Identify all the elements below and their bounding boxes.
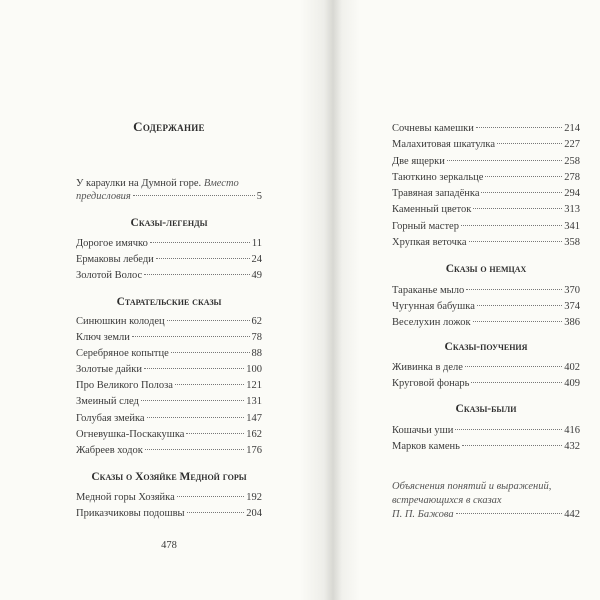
entry-title: П. П. Бажова	[392, 509, 454, 520]
toc-entry[interactable]	[76, 236, 262, 252]
leader-dots	[144, 274, 249, 275]
entry-page: 386	[564, 317, 580, 328]
toc-entry[interactable]	[76, 443, 262, 459]
leader-dots	[171, 352, 250, 353]
entry-title: Золотой Волос	[76, 270, 143, 281]
section-entries	[76, 490, 262, 522]
entry-page: 131	[246, 396, 262, 408]
section-heading: Сказы-поучения	[444, 341, 528, 353]
toc-entry[interactable]	[392, 154, 580, 170]
entry-page: 62	[251, 316, 262, 327]
toc-entry[interactable]	[76, 394, 262, 410]
section-heading: Сказы-были	[455, 403, 517, 415]
leader-dots	[132, 336, 250, 337]
toc-entry[interactable]	[76, 314, 262, 330]
toc-entry[interactable]	[392, 315, 580, 331]
leader-dots	[177, 496, 244, 497]
entry-title: Ермаковы лебеди	[76, 254, 154, 265]
entry-title: Хрупкая веточка	[392, 237, 467, 249]
entry-title: Веселухин ложок	[392, 317, 471, 328]
entry-page: 49	[251, 270, 262, 281]
toc-entry[interactable]	[76, 362, 262, 378]
entry-page: 24	[251, 254, 262, 265]
entry-page: 341	[564, 220, 580, 232]
entry-page: 204	[246, 508, 262, 519]
entry-title: предисловия	[76, 191, 131, 202]
toc-entry[interactable]	[392, 170, 580, 186]
entry-title: Ключ земли	[76, 332, 130, 344]
entry-page: 402	[564, 362, 580, 373]
leader-dots	[175, 384, 244, 385]
entry-page: 162	[246, 428, 262, 440]
entry-title: Сочневы камешки	[392, 123, 474, 134]
toc-entry[interactable]	[76, 330, 262, 346]
section-heading: Сказы о немцах	[445, 263, 527, 275]
intro-entry-line1	[76, 177, 239, 191]
entry-page: 227	[564, 139, 580, 151]
leader-dots	[145, 449, 244, 450]
entry-title: Змеиный след	[76, 396, 139, 408]
entry-page: 258	[564, 155, 580, 167]
entry-title: Золотые дайки	[76, 364, 142, 376]
entry-page: 409	[564, 378, 580, 389]
leader-dots	[465, 366, 562, 367]
toc-entry[interactable]	[76, 506, 262, 522]
toc-entry[interactable]	[392, 423, 580, 439]
toc-entry[interactable]	[392, 202, 580, 218]
leader-dots	[147, 417, 245, 418]
leader-dots	[485, 176, 562, 177]
leader-dots	[473, 321, 563, 322]
entry-page: 147	[246, 412, 262, 424]
entry-page: 214	[564, 123, 580, 134]
page-number: 478	[161, 540, 177, 551]
leader-dots	[469, 241, 563, 242]
leader-dots	[461, 225, 562, 226]
entry-page: 358	[564, 237, 580, 249]
entry-page: 313	[564, 204, 580, 216]
entry-title: Чугунная бабушка	[392, 301, 475, 312]
contents-title: Содержание	[133, 119, 205, 134]
toc-entry[interactable]	[392, 121, 580, 137]
leader-dots	[187, 512, 245, 513]
leader-dots	[150, 242, 250, 243]
entry-page: 121	[246, 380, 262, 392]
entry-page: 78	[251, 332, 262, 344]
section-entries	[392, 423, 580, 455]
toc-entry[interactable]	[392, 219, 580, 235]
toc-entry[interactable]	[76, 268, 262, 284]
section-entries	[392, 121, 580, 251]
entry-title: Медной горы Хозяйка	[76, 492, 175, 503]
entry-title: Две ящерки	[392, 155, 445, 167]
toc-entry[interactable]	[76, 427, 262, 443]
toc-entry[interactable]	[76, 490, 262, 506]
appendix-line2: встречающихся в сказах	[392, 495, 502, 506]
entry-title: Синюшкин колодец	[76, 316, 165, 327]
leader-dots	[144, 368, 244, 369]
entry-page: 100	[246, 364, 262, 376]
entry-title: Таюткино зеркальце	[392, 171, 484, 183]
section-entries	[76, 314, 262, 459]
toc-entry[interactable]	[76, 346, 262, 362]
leader-dots	[447, 160, 562, 161]
entry-page: 88	[251, 348, 262, 360]
entry-title: Каменный цветок	[392, 204, 472, 216]
entry-page: 432	[564, 441, 580, 452]
entry-page: 294	[564, 188, 580, 200]
section-heading: Старательские сказы	[116, 296, 222, 308]
entry-title: Кошачьи уши	[392, 425, 454, 436]
entry-page: 442	[564, 509, 580, 520]
section-entries	[76, 236, 262, 284]
toc-entry[interactable]	[76, 252, 262, 268]
entry-title: Малахитовая шкатулка	[392, 139, 495, 151]
toc-entry[interactable]	[392, 235, 580, 251]
leader-dots	[186, 433, 244, 434]
toc-entry[interactable]	[392, 360, 580, 376]
toc-entry[interactable]	[392, 439, 580, 455]
entry-title: Жабреев ходок	[76, 444, 143, 456]
entry-page: 370	[564, 285, 580, 296]
leader-dots	[476, 127, 562, 128]
leader-dots	[141, 400, 244, 401]
leader-dots	[466, 289, 562, 290]
entry-page: 278	[564, 171, 580, 183]
entry-title: Огневушка-Поскакушка	[76, 428, 185, 440]
section-heading: Сказы о Хозяйке Медной горы	[91, 471, 247, 483]
section-entries	[392, 283, 580, 331]
entry-title: Травяная западёнка	[392, 188, 480, 200]
entry-title: Дорогое имячко	[76, 238, 148, 249]
toc-entry[interactable]	[392, 137, 580, 153]
entry-page: 5	[256, 191, 262, 202]
leader-dots	[455, 429, 562, 430]
entry-title: Тараканье мыло	[392, 285, 465, 296]
intro-title: У караулки на Думной горе.	[76, 178, 202, 189]
leader-dots	[473, 208, 562, 209]
right-page	[330, 0, 600, 600]
toc-entry[interactable]	[392, 283, 580, 299]
section-entries	[392, 360, 580, 392]
entry-page: 11	[251, 238, 262, 249]
leader-dots	[156, 258, 250, 259]
entry-page: 416	[564, 425, 580, 436]
leader-dots	[471, 382, 562, 383]
leader-dots	[133, 195, 255, 196]
entry-title: Живинка в деле	[392, 362, 463, 373]
entry-title: Круговой фонарь	[392, 378, 470, 389]
leader-dots	[456, 513, 563, 514]
entry-title: Марков камень	[392, 441, 460, 452]
entry-page: 176	[246, 444, 262, 456]
appendix-entry[interactable]	[392, 508, 580, 522]
entry-title: Про Великого Полоза	[76, 380, 173, 392]
toc-entry[interactable]	[392, 299, 580, 315]
leader-dots	[462, 445, 562, 446]
section-heading: Сказы-легенды	[130, 217, 208, 229]
intro-subtitle-1: Вместо	[203, 178, 239, 189]
entry-title: Серебряное копытце	[76, 348, 169, 360]
toc-entry[interactable]	[76, 411, 262, 427]
toc-entry[interactable]	[392, 186, 580, 202]
leader-dots	[477, 305, 562, 306]
entry-title: Горный мастер	[392, 220, 459, 232]
entry-title: Голубая змейка	[76, 412, 145, 424]
intro-entry[interactable]	[76, 190, 262, 204]
leader-dots	[497, 143, 562, 144]
leader-dots	[481, 192, 562, 193]
toc-entry[interactable]	[76, 378, 262, 394]
entry-title: Приказчиковы подошвы	[76, 508, 185, 519]
leader-dots	[167, 320, 250, 321]
entry-page: 374	[564, 301, 580, 312]
appendix-line1: Объяснения понятий и выражений,	[392, 481, 552, 492]
toc-entry[interactable]	[392, 376, 580, 392]
entry-page: 192	[246, 492, 262, 503]
